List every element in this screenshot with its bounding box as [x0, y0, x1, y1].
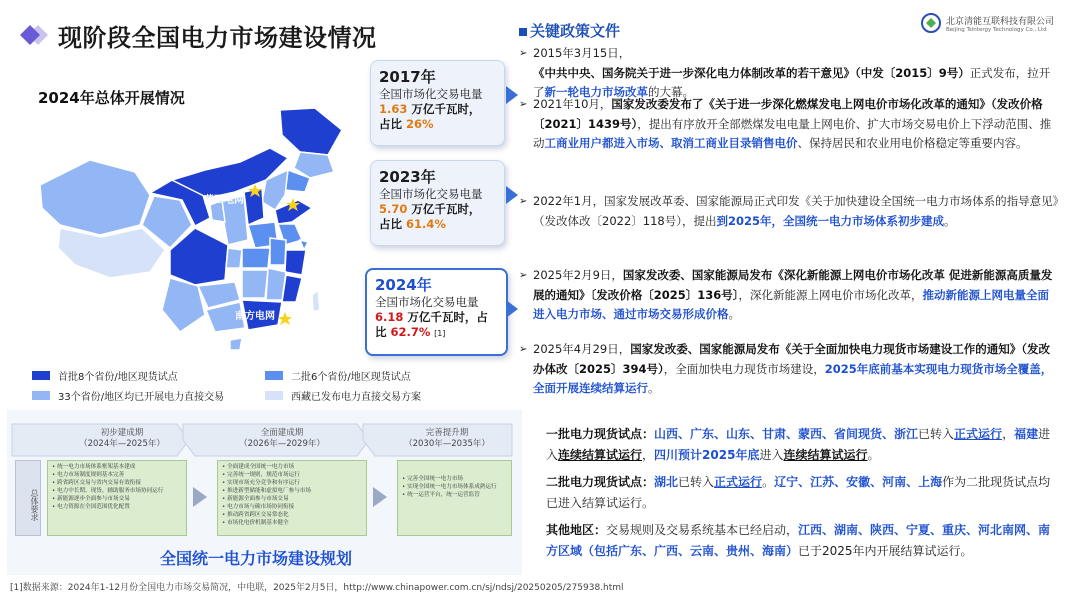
- card-share: 62.7%: [390, 325, 431, 339]
- plan-box-3: • 完善全国统一电力市场 • 实现全国统一电力市场体系成熟运行 • 统一运营平台，统一运营监管: [397, 460, 512, 536]
- phase-years: （2024年—2025年）: [79, 439, 165, 449]
- legend-swatch: [265, 391, 283, 400]
- legend-item: 西藏已发布电力直接交易方案: [265, 388, 421, 403]
- logo-name: 北京清能互联科技有限公司: [946, 17, 1055, 27]
- arrow-bullet-icon: ➢: [519, 270, 528, 281]
- map-region-shanghai: [300, 240, 308, 250]
- card-value: 5.70: [379, 202, 408, 216]
- arrow-bullet-icon: ➢: [519, 196, 528, 207]
- map-region-chongqing: [226, 248, 242, 268]
- map-label-menggu: 蒙西电网: [204, 195, 244, 206]
- stat-card-2023: 2023年 全国市场化交易电量 5.70 万亿千瓦时， 占比 61.4%: [370, 160, 505, 246]
- pilot-first-batch: 一批电力现货试点：山西、广东、山东、甘肃、蒙西、省间现货、浙江已转入正式运行，福建进入连续结算试运行，四川预计2025年底进入连续结算试运行。: [546, 427, 1051, 462]
- plan-side-label: 总体要求: [15, 460, 41, 536]
- stat-card-2017: 2017年 全国市场化交易电量 1.63 万亿千瓦时， 占比 26%: [370, 60, 505, 146]
- pilot-second-batch: 二批电力现货试点：湖北已转入正式运行。辽宁、江苏、安徽、河南、上海作为二批现货试点均已进入结算试运行。: [546, 475, 1051, 510]
- phase-name: 全面建成期: [260, 428, 304, 438]
- title-diamond-icon: [18, 22, 52, 48]
- logo-en: Beijing Tsintergy Technology Co., Ltd: [946, 27, 1047, 33]
- phase-name: 完善提升期: [425, 428, 469, 438]
- map-label-nanfang: 南方电网: [235, 311, 275, 322]
- legend-swatch: [32, 371, 50, 380]
- card-value: 1.63: [379, 102, 408, 116]
- card-label: 全国市场化交易电量: [379, 187, 483, 201]
- stat-card-2024: 2024年 全国市场化交易电量 6.18 万亿千瓦时，占 比 62.7% [1]: [365, 268, 508, 356]
- plan-title: 全国统一电力市场建设规划: [160, 549, 353, 568]
- arrow-icon: [506, 300, 518, 318]
- policy-item: ➢ 2015年3月15日，《中共中央、国务院关于进一步深化电力体制改革的若干意见》（中发〔2015〕9号）正式发布，拉开了新一轮电力市场改革的大幕。: [519, 46, 1051, 99]
- map-region-xizang: [58, 228, 165, 278]
- map-region-hubei: [242, 248, 270, 268]
- card-note: [1]: [434, 329, 446, 338]
- legend-swatch: [265, 371, 283, 380]
- footnote: [1]数据来源：2024年1-12月份全国电力市场交易简况，中电联，2025年2月5日，http://www.chinapower.com.cn/sj/ndsj/20250205/275938.html: [10, 583, 624, 593]
- legend-item: 首批8个省份/地区现货试点: [32, 368, 178, 383]
- map-region-anhui: [270, 238, 286, 265]
- arrow-icon: [506, 186, 518, 204]
- policy-item: ➢ 2025年4月29日，国家发改委、国家能源局发布《关于全面加快电力现货市场建设工作的通知》（发改办体改〔2025〕394号），全面加快电力现货市场建设，2025年底前基本实现电力现货市场全覆盖，全面开展连续结算运行。: [519, 342, 1053, 395]
- map-region-xinjiang: [40, 160, 150, 235]
- phase-years: （2030年—2035年）: [404, 439, 490, 449]
- map-region-hunan: [242, 270, 268, 298]
- policy-item: ➢ 2021年10月，国家发改委发布了《关于进一步深化燃煤发电上网电价市场化改革的通知》（发改价格〔2021〕1439号），提出有序放开全部燃煤发电电量上网电价、扩大市场交易电价上下浮动范围、推动工商业用户都进入市场、取消工商业目录销售电价、保持居民和农业用电价格稳定等重要内容。: [519, 97, 1052, 150]
- map-region-zhejiang: [285, 250, 306, 275]
- arrow-bullet-icon: ➢: [519, 344, 528, 355]
- policy-title: 关键政策文件: [519, 20, 620, 41]
- company-logo: [920, 12, 1055, 42]
- arrow-bullet-icon: ➢: [519, 48, 528, 59]
- map-region-heilongjiang: [280, 108, 342, 155]
- map-region-taiwan: [312, 290, 320, 312]
- arrow-icon: [506, 86, 518, 104]
- card-label: 全国市场化交易电量: [379, 87, 483, 101]
- legend-item: 二批6个省份/地区现货试点: [265, 368, 411, 383]
- card-year: 2017年: [379, 68, 436, 86]
- card-share: 26%: [406, 117, 434, 131]
- map-region-hainan: [230, 338, 242, 350]
- pilot-other-regions: 其他地区：交易规则及交易系统基本已经启动，江西、湖南、陕西、宁夏、重庆、河北南网、南方区域（包括广东、广西、云南、贵州、海南）已于2025年内开展结算试运行。: [546, 523, 1051, 558]
- phase-name: 初步建成期: [100, 428, 144, 438]
- arrow-bullet-icon: ➢: [519, 99, 528, 110]
- card-year: 2024年: [375, 276, 432, 294]
- plan-box-1: • 统一电力市场体系框架基本建成 • 电力市场制度规则基本完善 • 跨省跨区交易与省内交易有效衔接 • 电力中长期、现货、辅助服务市场协同运行 • 新能源逐步全面参与市场交易 • 电力资源在全国范围优化配置: [47, 460, 187, 536]
- card-year: 2023年: [379, 168, 436, 186]
- card-value: 6.18: [375, 310, 404, 324]
- policy-item: ➢ 2025年2月9日，国家发改委、国家能源局发布《深化新能源上网电价市场化改革 促进新能源高质量发展的通知》〔发改价格〔2025〕136号〕，深化新能源上网电价市场化改革，推动新能源上网电量全面进入电力市场、通过市场交易形成价格。: [519, 268, 1053, 321]
- page-title: 现阶段全国电力市场建设情况: [58, 24, 377, 52]
- legend-swatch: [32, 391, 50, 400]
- legend-item: 33个省份/地区均已开展电力直接交易: [32, 388, 224, 403]
- policy-item: ➢ 2022年1月，国家发展改革委、国家能源局正式印发《关于加快建设全国统一电力市场体系的指导意见》（发改体改〔2022〕118号），提出到2025年，全国统一电力市场体系初步建成。: [519, 194, 1059, 228]
- plan-box-2: • 全面建成全国统一电力市场 • 完善统一规则，规范市场运行 • 实现市场充分竞争和有序运行 • 推进新型储能和虚拟电厂参与市场 • 新能源全面参与市场交易 • 电力市场与碳市场协同衔接 • 推动跨省跨区交易常态化 • 市场化电价机制基本健全: [217, 460, 367, 536]
- card-share: 61.4%: [406, 217, 446, 231]
- phase-years: （2026年—2029年）: [239, 439, 325, 449]
- logo-mark-icon: [920, 12, 942, 34]
- map-region-fujian: [282, 275, 302, 302]
- square-bullet-icon: [519, 28, 527, 36]
- china-map: [30, 100, 375, 360]
- map-subtitle: 2024年总体开展情况: [38, 89, 185, 107]
- card-label: 全国市场化交易电量: [375, 295, 479, 309]
